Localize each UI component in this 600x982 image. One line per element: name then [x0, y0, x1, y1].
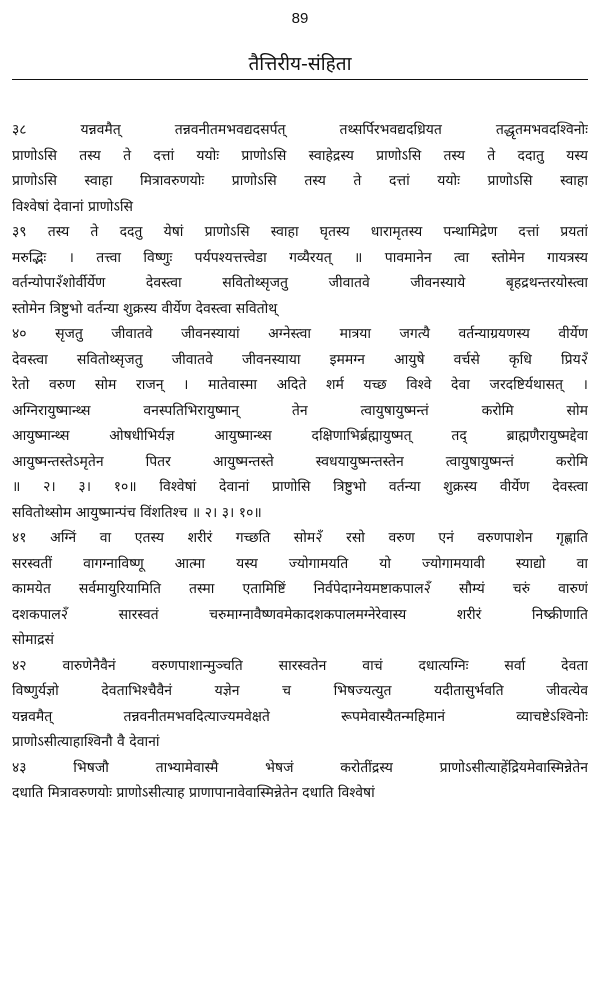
text-line: सोमाद्रसं	[12, 632, 54, 648]
text-line: दधाति मित्रावरुणयोः प्राणोऽसीत्याह प्राणापानावेवास्मिन्नेतेन दधाति विश्वेषां	[12, 785, 375, 801]
verse-paragraph	[12, 118, 588, 220]
text-line: प्राणोऽसि स्वाहा मित्रावरुणयोः प्राणोऽसि तस्य ते दत्तां ययोः प्राणोऽसि स्वाहा	[12, 173, 588, 189]
text-line: कामयेत सर्वमायुरियामिति तस्मा एतामिष्टिं निर्वपेदाग्नेयमष्टाकपाल२ँ सौम्यं चरुं वारुणं	[12, 581, 588, 597]
text-line: सरस्वतीं वागग्नाविष्णू आत्मा यस्य ज्योगामयति यो ज्योगामयावी स्याद्यो वा	[12, 555, 588, 572]
verse-paragraph	[12, 756, 588, 807]
verse-paragraph	[12, 220, 588, 322]
text-line: देवस्त्वा सवितोथ्सृजतु जीवातवे जीवनस्याया इममग्न आयुषे वर्चसे कृधि प्रिय२ँ	[12, 351, 588, 368]
text-line: विश्वेषां देवानां प्राणोऽसि	[12, 198, 133, 215]
text-line: आयुष्मन्तस्तेऽमृतेन पितर आयुष्मन्तस्ते स्वधयायुष्मन्तस्तेन त्वायुषायुष्मन्तं करोमि	[12, 453, 588, 470]
text-line: प्राणोऽसि तस्य ते दत्तां ययोः प्राणोऽसि स्वाहेद्रस्य प्राणोऽसि तस्य ते ददातु यस्य	[12, 147, 588, 164]
text-line: ३८ यन्नवमैत् तन्नवनीतमभवद्यदसर्पत् तथ्सर्पिरभवद्यदध्रियत तद्धृतमभवदश्विनोः	[12, 122, 588, 138]
page-title: तैत्तिरीय-संहिता	[248, 53, 352, 75]
text-line: यन्नवमैत् तन्नवनीतमभवदित्याज्यमवेक्षते रूपमेवास्यैतन्महिमानं व्याचष्टेऽश्विनोः	[12, 708, 588, 725]
text-line: ४० सृजतु जीवातवे जीवनस्यायां अग्नेस्त्वा मात्रया जगत्यै वर्तन्याग्रयणस्य वीर्येण	[12, 326, 588, 342]
verse-paragraph	[12, 654, 588, 756]
header-rule	[12, 79, 588, 80]
text-line: ४२ वारुणेनैवैनं वरुणपाशान्मुञ्चति सारस्वतेन वाचं दधात्यग्निः सर्वा देवता	[12, 657, 588, 674]
text-line: सवितोथ्सोम आयुष्मान्पंच विंशतिश्च ॥ २। ३। १०॥	[12, 504, 262, 521]
text-line: ४३ भिषजौ ताभ्यामेवास्मै भेषजं करोतींद्रस्य प्राणोऽसीत्याहेंद्रियमेवास्मिन्नेतेन	[12, 759, 588, 776]
page-number: 89	[291, 10, 309, 27]
text-line: विष्णुर्यज्ञो देवताभिश्चैवैनं यज्ञेन च भिषज्यत्युत यदीतासुर्भवति जीवत्येव	[12, 683, 588, 699]
text-line: मरुद्भिः । तत्त्वा विष्णुः पर्यपश्यत्तत्त्वेडा गव्यैरयत् ॥ पावमानेन त्वा स्तोमेन गायत्रस्य	[12, 249, 588, 266]
text-line: रेतो वरुण सोम राजन् । मातेवास्मा अदिते शर्म यच्छ विश्वे देवा जरदष्टिर्यथासत् ।	[12, 377, 588, 393]
verse-paragraph	[12, 322, 588, 526]
text-line: ३९ तस्य ते ददतु येषां प्राणोऽसि स्वाहा घृतस्य धारामृतस्य पन्थामिद्रेण दत्तां प्रयतां	[12, 224, 588, 240]
text-line: ४१ अग्निं वा एतस्य शरीरं गच्छति सोम२ँ रसो वरुण एनं वरुणपाशेन गृह्णाति	[12, 530, 588, 546]
text-line: स्तोमेन त्रिष्टुभो वर्तन्या शुक्रस्य वीर्येण देवस्त्वा सवितोथ्	[12, 300, 278, 317]
text-line: आयुष्मान्थ्स ओषधीभिर्यज्ञ आयुष्मान्थ्स दक्षिणाभिर्ब्रह्मायुष्मत् तद् ब्राह्मणैरायुष्मद्देवा	[12, 428, 588, 444]
text-line: वर्तन्योपा२ँशोर्वीर्येण देवस्त्वा सवितोथ्सृजतु जीवातवे जीवनस्याये बृहद्रथन्तरयोस्त्वा	[12, 275, 588, 291]
text-line: ॥ २। ३। १०॥ विश्वेषां देवानां प्राणोसि त्रिष्टुभो वर्तन्या शुक्रस्य वीर्येण देवस्त्वा	[12, 479, 588, 495]
text-line: प्राणोऽसीत्याहाश्विनौ वै देवानां	[12, 734, 160, 750]
text-line: दशकपाल२ँ सारस्वतं चरुमाग्नावैष्णवमेकादशकपालमग्नेरेवास्य शरीरं निष्क्रीणाति	[12, 606, 588, 623]
text-line: अग्निरायुष्मान्थ्स वनस्पतिभिरायुष्मान् तेन त्वायुषायुष्मन्तं करोमि सोम	[12, 402, 588, 419]
verse-paragraph	[12, 526, 588, 654]
body-text	[12, 118, 588, 807]
